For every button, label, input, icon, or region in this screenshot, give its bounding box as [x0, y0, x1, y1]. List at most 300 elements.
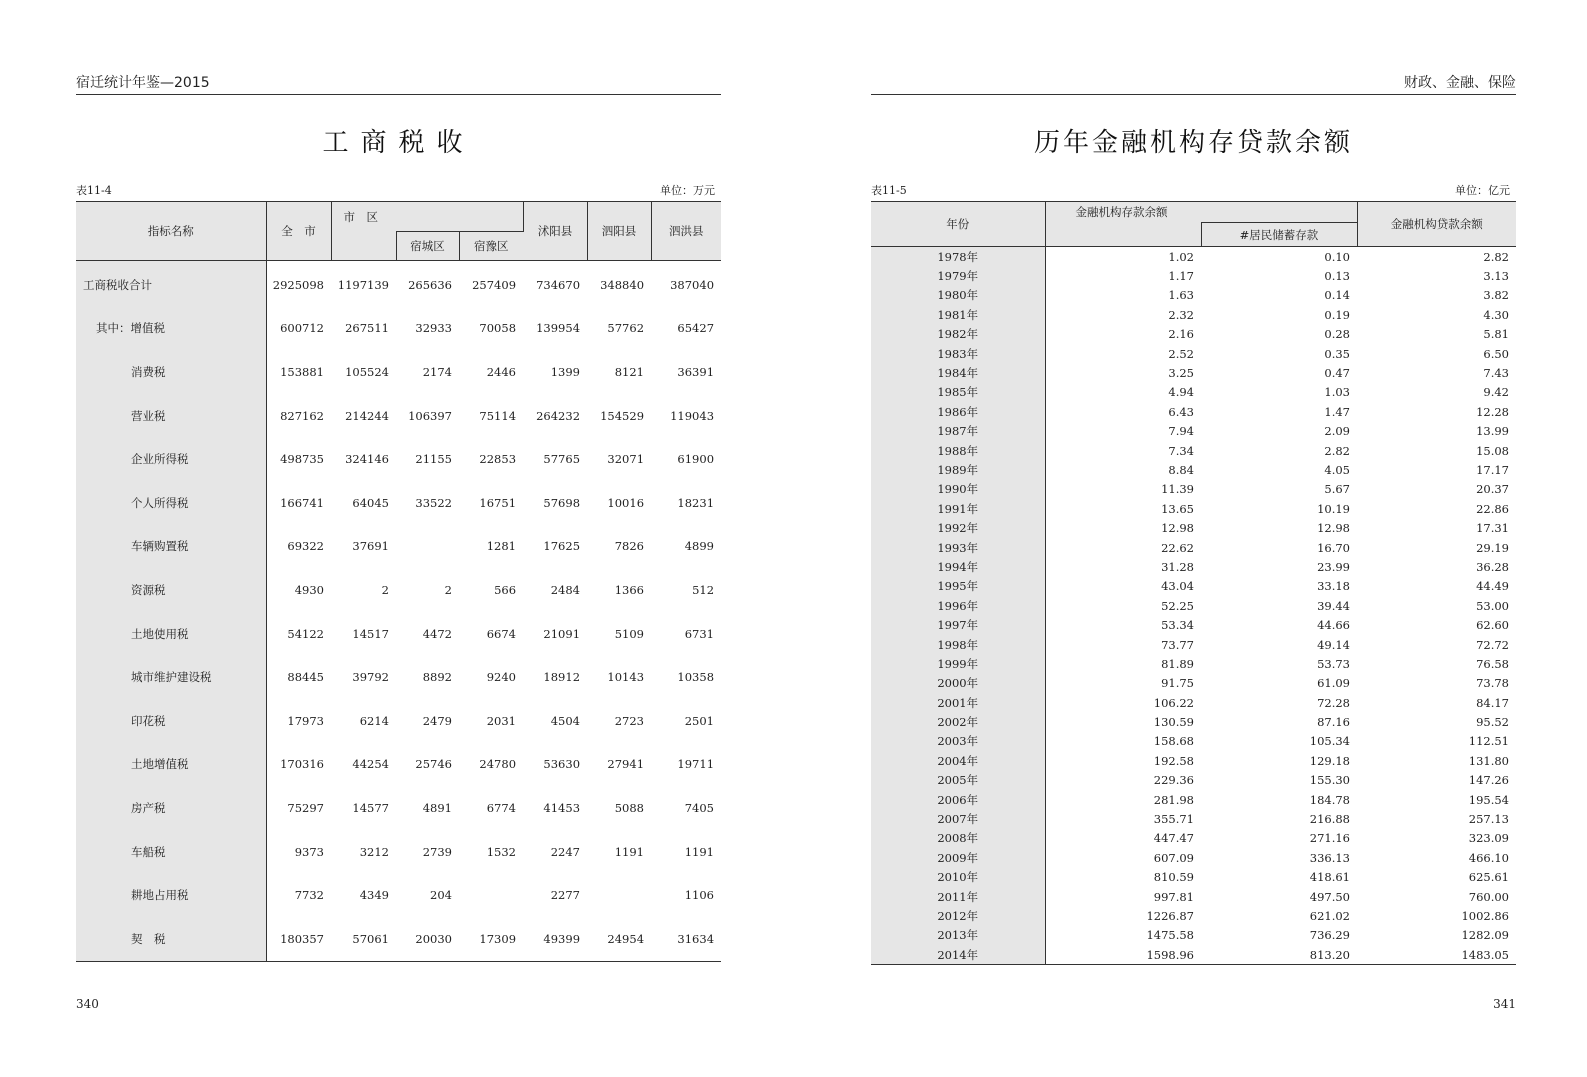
table-row: [871, 887, 1516, 906]
table-row: [76, 655, 721, 699]
cell-value: 41453: [543, 800, 581, 815]
table-row: [871, 344, 1516, 363]
deposits-cell: 130.59: [1153, 715, 1194, 730]
cell-value: 2723: [614, 713, 645, 728]
cell-value: 14577: [352, 800, 389, 815]
cell-value: 204: [430, 888, 452, 903]
loans-cell: 36.28: [1476, 559, 1509, 574]
savings-cell: 0.19: [1324, 307, 1350, 322]
cell-value: 7732: [294, 888, 324, 903]
loans-cell: 9.42: [1483, 385, 1509, 400]
cell-value: 18912: [543, 670, 581, 685]
loans-cell: 131.80: [1468, 753, 1509, 768]
savings-cell: 39.44: [1317, 598, 1350, 613]
cell-value: 214244: [345, 408, 389, 423]
header-urban: 市 区: [331, 202, 523, 232]
deposits-cell: 1.17: [1168, 269, 1194, 284]
year-cell: 2013年: [871, 926, 1045, 945]
savings-cell: 336.13: [1309, 850, 1350, 865]
cell-value: 4349: [359, 888, 389, 903]
deposits-cell: 31.28: [1161, 559, 1194, 574]
cell-value: 512: [692, 582, 715, 597]
cell-value: 8121: [614, 364, 645, 379]
loans-cell: 76.58: [1476, 656, 1509, 671]
loans-cell: 3.13: [1483, 269, 1509, 284]
row-label: 企业所得税: [76, 437, 266, 481]
savings-cell: 155.30: [1309, 773, 1350, 788]
deposits-cell: 7.34: [1168, 443, 1194, 458]
savings-cell: 87.16: [1317, 715, 1350, 730]
cell-value: 18231: [677, 495, 715, 510]
cell-value: 1399: [550, 364, 581, 379]
table-row: [871, 926, 1516, 945]
table-row: [871, 751, 1516, 770]
savings-cell: 16.70: [1317, 540, 1350, 555]
loans-cell: 7.43: [1483, 366, 1509, 381]
deposits-cell: 43.04: [1161, 579, 1194, 594]
cell-value: 4930: [294, 582, 324, 597]
header-whole-city: 全 市: [266, 202, 331, 261]
row-label: 耕地占用税: [76, 873, 266, 917]
table-number: 表11-4: [76, 184, 112, 197]
cell-value: 8892: [422, 670, 452, 685]
cell-value: 10143: [607, 670, 645, 685]
table-row: [871, 325, 1516, 344]
cell-value: 2925098: [272, 277, 324, 292]
table-row: [871, 712, 1516, 731]
cell-value: 75297: [287, 800, 324, 815]
year-cell: 1984年: [871, 363, 1045, 382]
savings-cell: 418.61: [1309, 870, 1350, 885]
cell-value: [396, 525, 459, 569]
cell-value: 25746: [415, 757, 452, 772]
year-cell: 1992年: [871, 518, 1045, 537]
year-cell: 1991年: [871, 499, 1045, 518]
loans-cell: 95.52: [1476, 715, 1509, 730]
cell-value: 14517: [352, 626, 389, 641]
cell-value: 2479: [422, 713, 452, 728]
savings-cell: 0.14: [1324, 288, 1350, 303]
deposits-cell: 106.22: [1153, 695, 1194, 710]
loans-cell: 6.50: [1483, 346, 1509, 361]
table-row: [871, 654, 1516, 673]
cell-value: 16751: [479, 495, 517, 510]
cell-value: 1366: [614, 582, 645, 597]
savings-cell: 2.09: [1324, 424, 1350, 439]
cell-value: 32071: [607, 452, 645, 467]
year-cell: 1980年: [871, 286, 1045, 305]
savings-cell: 621.02: [1309, 908, 1350, 923]
cell-value: 139954: [536, 321, 581, 336]
deposits-cell: 607.09: [1153, 850, 1194, 865]
table-row: [871, 615, 1516, 634]
cell-value: 154529: [600, 408, 645, 423]
cell-value: 4891: [422, 800, 452, 815]
cell-value: 2501: [684, 713, 715, 728]
year-cell: 1982年: [871, 325, 1045, 344]
savings-cell: 0.35: [1324, 346, 1350, 361]
running-head: [871, 74, 1516, 95]
header-year: 年份: [871, 202, 1045, 247]
cell-value: 265636: [408, 277, 452, 292]
savings-cell: 72.28: [1317, 695, 1350, 710]
cell-value: 17973: [287, 713, 324, 728]
year-cell: 2005年: [871, 771, 1045, 790]
cell-value: 7826: [614, 539, 645, 554]
deposits-cell: 229.36: [1153, 773, 1194, 788]
year-cell: 2007年: [871, 809, 1045, 828]
table-row: [76, 917, 721, 961]
cell-value: 6731: [684, 626, 715, 641]
row-label: 工商税收合计: [76, 261, 266, 307]
deposits-cell: 1.02: [1168, 249, 1194, 264]
deposits-cell: 11.39: [1161, 482, 1194, 497]
cell-value: 119043: [670, 408, 715, 423]
year-cell: 1987年: [871, 422, 1045, 441]
savings-cell: 0.10: [1324, 249, 1350, 264]
table-row: [871, 577, 1516, 596]
cell-value: 6674: [486, 626, 517, 641]
deposits-cell: 52.25: [1161, 598, 1194, 613]
cell-value: 17309: [479, 931, 517, 946]
savings-cell: 2.82: [1324, 443, 1350, 458]
header-urban-spacer: [331, 232, 396, 261]
savings-cell: 1.47: [1324, 404, 1350, 419]
loans-cell: 17.31: [1476, 521, 1509, 536]
left-page: [76, 0, 721, 1077]
cell-value: 498735: [280, 452, 324, 467]
cell-value: 2484: [550, 582, 581, 597]
cell-value: 734670: [536, 277, 581, 292]
deposits-cell: 810.59: [1153, 870, 1194, 885]
year-cell: 1986年: [871, 402, 1045, 421]
cell-value: 24780: [479, 757, 517, 772]
deposits-cell: 2.16: [1168, 327, 1194, 342]
table-row: [871, 499, 1516, 518]
cell-value: 21155: [415, 452, 452, 467]
cell-value: 600712: [280, 321, 324, 336]
savings-cell: 23.99: [1317, 559, 1350, 574]
deposit-loan-table-body: [871, 247, 1516, 965]
table-row: [871, 422, 1516, 441]
table-row: [871, 906, 1516, 925]
loans-cell: 466.10: [1468, 850, 1509, 865]
header-deposits-spacer: [1045, 223, 1201, 247]
table-row: [76, 525, 721, 569]
table-row: [871, 732, 1516, 751]
cell-value: 54122: [287, 626, 324, 641]
cell-value: 5109: [614, 626, 645, 641]
savings-cell: 1.03: [1324, 385, 1350, 400]
cell-value: 1281: [486, 539, 517, 554]
year-cell: 2009年: [871, 848, 1045, 867]
table-row: [76, 307, 721, 351]
table-row: [871, 518, 1516, 537]
year-cell: 2010年: [871, 868, 1045, 887]
table-row: [76, 481, 721, 525]
cell-value: 57698: [543, 495, 581, 510]
cell-value: 75114: [479, 408, 517, 423]
row-label: 城市维护建设税: [76, 655, 266, 699]
table-row: [76, 437, 721, 481]
deposits-cell: 1598.96: [1146, 947, 1194, 962]
year-cell: 2002年: [871, 712, 1045, 731]
deposits-cell: 91.75: [1161, 676, 1194, 691]
year-cell: 1998年: [871, 635, 1045, 654]
savings-cell: 44.66: [1317, 618, 1350, 633]
table-row: [871, 538, 1516, 557]
cell-value: 257409: [472, 277, 517, 292]
cell-value: 22853: [479, 452, 517, 467]
row-label: 车辆购置税: [76, 525, 266, 569]
deposits-cell: 4.94: [1168, 385, 1194, 400]
year-cell: 1989年: [871, 460, 1045, 479]
table-row: [871, 848, 1516, 867]
table-meta: [76, 183, 721, 199]
cell-value: 10016: [607, 495, 645, 510]
year-cell: 1997年: [871, 615, 1045, 634]
header-sihong: 泗洪县: [651, 202, 721, 261]
loans-cell: 625.61: [1468, 870, 1509, 885]
cell-value: 2031: [486, 713, 517, 728]
cell-value: 9240: [486, 670, 517, 685]
row-label: 个人所得税: [76, 481, 266, 525]
deposits-cell: 2.32: [1168, 307, 1194, 322]
table-row: [871, 266, 1516, 285]
table-row: [871, 402, 1516, 421]
savings-cell: 4.05: [1324, 462, 1350, 477]
cell-value: 4899: [684, 539, 715, 554]
cell-value: 20030: [415, 931, 452, 946]
table-row: [871, 363, 1516, 382]
cell-value: 4472: [422, 626, 452, 641]
savings-cell: 105.34: [1309, 734, 1350, 749]
table-row: [871, 829, 1516, 848]
table-row: [76, 350, 721, 394]
loans-cell: 760.00: [1468, 889, 1509, 904]
year-cell: 2011年: [871, 887, 1045, 906]
cell-value: 4504: [550, 713, 581, 728]
loans-cell: 44.49: [1476, 579, 1509, 594]
header-siyang: 泗阳县: [587, 202, 651, 261]
year-cell: 1993年: [871, 538, 1045, 557]
loans-cell: 62.60: [1476, 618, 1509, 633]
table-row: [76, 394, 721, 438]
cell-value: 2174: [422, 364, 452, 379]
loans-cell: 1483.05: [1461, 947, 1509, 962]
cell-value: 1191: [684, 844, 715, 859]
header-indicator: 指标名称: [76, 202, 266, 261]
table-row: [76, 261, 721, 307]
row-label: 土地增值税: [76, 743, 266, 787]
savings-cell: 12.98: [1317, 521, 1350, 536]
year-cell: 1990年: [871, 480, 1045, 499]
savings-cell: 271.16: [1309, 831, 1350, 846]
deposits-cell: 281.98: [1153, 792, 1194, 807]
cell-value: 566: [494, 582, 517, 597]
cell-value: 88445: [287, 670, 324, 685]
cell-value: 70058: [479, 321, 517, 336]
savings-cell: 33.18: [1317, 579, 1350, 594]
table-row: [871, 693, 1516, 712]
deposits-cell: 447.47: [1153, 831, 1194, 846]
row-label: 车船税: [76, 830, 266, 874]
savings-cell: 0.47: [1324, 366, 1350, 381]
table-unit: 单位：亿元: [1455, 184, 1510, 197]
cell-value: 53630: [543, 757, 581, 772]
deposits-cell: 6.43: [1168, 404, 1194, 419]
year-cell: 2014年: [871, 945, 1045, 965]
cell-value: 33522: [415, 495, 452, 510]
table-row: [871, 286, 1516, 305]
cell-value: 37691: [352, 539, 389, 554]
cell-value: 348840: [600, 277, 645, 292]
cell-value: 180357: [280, 931, 324, 946]
row-label: 房产税: [76, 786, 266, 830]
cell-value: 39792: [352, 670, 389, 685]
right-page: [871, 0, 1516, 1077]
loans-cell: 17.17: [1476, 462, 1509, 477]
cell-value: 2247: [550, 844, 581, 859]
cell-value: 2: [444, 582, 452, 597]
table-row: [871, 305, 1516, 324]
savings-cell: 184.78: [1309, 792, 1350, 807]
loans-cell: 112.51: [1468, 734, 1509, 749]
cell-value: 32933: [415, 321, 452, 336]
year-cell: 1988年: [871, 441, 1045, 460]
table-title: 工商税收: [322, 128, 475, 158]
header-deposits: 金融机构存款余额: [1045, 202, 1357, 223]
loans-cell: 73.78: [1476, 676, 1509, 691]
table-row: [871, 868, 1516, 887]
cell-value: 64045: [352, 495, 389, 510]
cell-value: 17625: [543, 539, 581, 554]
cell-value: 1191: [614, 844, 645, 859]
deposits-cell: 8.84: [1168, 462, 1194, 477]
table-row: [871, 674, 1516, 693]
deposits-cell: 158.68: [1153, 734, 1194, 749]
cell-value: 1106: [684, 888, 715, 903]
loans-cell: 3.82: [1483, 288, 1509, 303]
table-row: [871, 809, 1516, 828]
header-savings: #居民储蓄存款: [1201, 223, 1357, 247]
cell-value: 2277: [550, 888, 581, 903]
table-meta: [871, 183, 1516, 199]
running-head: [76, 74, 721, 95]
cell-value: 267511: [345, 321, 389, 336]
cell-value: 1197139: [337, 277, 389, 292]
cell-value: 57765: [543, 452, 581, 467]
savings-cell: 53.73: [1317, 656, 1350, 671]
tax-table-body: [76, 261, 721, 962]
table-row: [871, 790, 1516, 809]
deposits-cell: 81.89: [1161, 656, 1194, 671]
table-row: [76, 699, 721, 743]
year-cell: 2001年: [871, 693, 1045, 712]
cell-value: 1532: [486, 844, 517, 859]
year-cell: 2006年: [871, 790, 1045, 809]
year-cell: 1979年: [871, 266, 1045, 285]
cell-value: 2446: [486, 364, 517, 379]
cell-value: 44254: [352, 757, 389, 772]
savings-cell: 10.19: [1317, 501, 1350, 516]
cell-value: 36391: [677, 364, 715, 379]
deposits-cell: 1226.87: [1146, 908, 1194, 923]
cell-value: 3212: [359, 844, 389, 859]
year-cell: 1994年: [871, 557, 1045, 576]
table-row: [871, 771, 1516, 790]
cell-value: 264232: [536, 408, 581, 423]
row-label: 消费税: [76, 350, 266, 394]
header-suyu: 宿豫区: [459, 232, 523, 261]
year-cell: 1981年: [871, 305, 1045, 324]
cell-value: 105524: [345, 364, 389, 379]
savings-cell: 0.13: [1324, 269, 1350, 284]
deposits-cell: 13.65: [1161, 501, 1194, 516]
cell-value: 153881: [280, 364, 324, 379]
deposits-cell: 73.77: [1161, 637, 1194, 652]
year-cell: 1983年: [871, 344, 1045, 363]
row-label: 土地使用税: [76, 612, 266, 656]
cell-value: 7405: [684, 800, 715, 815]
cell-value: 170316: [280, 757, 324, 772]
cell-value: 324146: [345, 452, 389, 467]
table-number: 表11-5: [871, 184, 907, 197]
savings-cell: 216.88: [1309, 812, 1350, 827]
cell-value: 6774: [486, 800, 517, 815]
header-suchen: 宿城区: [396, 232, 459, 261]
cell-value: 31634: [677, 931, 715, 946]
cell-value: [459, 873, 523, 917]
cell-value: 2739: [422, 844, 452, 859]
year-cell: 2012年: [871, 906, 1045, 925]
deposits-cell: 22.62: [1161, 540, 1194, 555]
table-row: [871, 635, 1516, 654]
loans-cell: 147.26: [1468, 773, 1509, 788]
loans-cell: 72.72: [1476, 637, 1509, 652]
deposits-cell: 53.34: [1161, 618, 1194, 633]
table-row: [871, 460, 1516, 479]
year-cell: 1978年: [871, 247, 1045, 267]
cell-value: 61900: [677, 452, 715, 467]
loans-cell: 29.19: [1476, 540, 1509, 555]
tax-revenue-table: [76, 201, 721, 962]
table-row: [76, 612, 721, 656]
deposits-cell: 2.52: [1168, 346, 1194, 361]
row-label: 营业税: [76, 394, 266, 438]
cell-value: 106397: [408, 408, 452, 423]
page-number: 340: [76, 997, 99, 1011]
header-shuyang: 沭阳县: [523, 202, 587, 261]
year-cell: 2003年: [871, 732, 1045, 751]
year-cell: 1999年: [871, 654, 1045, 673]
cell-value: 387040: [670, 277, 715, 292]
deposits-cell: 12.98: [1161, 521, 1194, 536]
cell-value: 57762: [607, 321, 645, 336]
cell-value: 65427: [677, 321, 715, 336]
year-cell: 1995年: [871, 577, 1045, 596]
yearbook-title: 宿迁统计年鉴—2015: [76, 75, 210, 91]
cell-value: 21091: [543, 626, 581, 641]
table-row: [76, 568, 721, 612]
cell-value: 9373: [294, 844, 324, 859]
table-row: [76, 830, 721, 874]
savings-cell: 129.18: [1309, 753, 1350, 768]
savings-cell: 0.28: [1324, 327, 1350, 342]
cell-value: 2: [381, 582, 389, 597]
deposits-cell: 355.71: [1153, 812, 1194, 827]
loans-cell: 257.13: [1468, 812, 1509, 827]
